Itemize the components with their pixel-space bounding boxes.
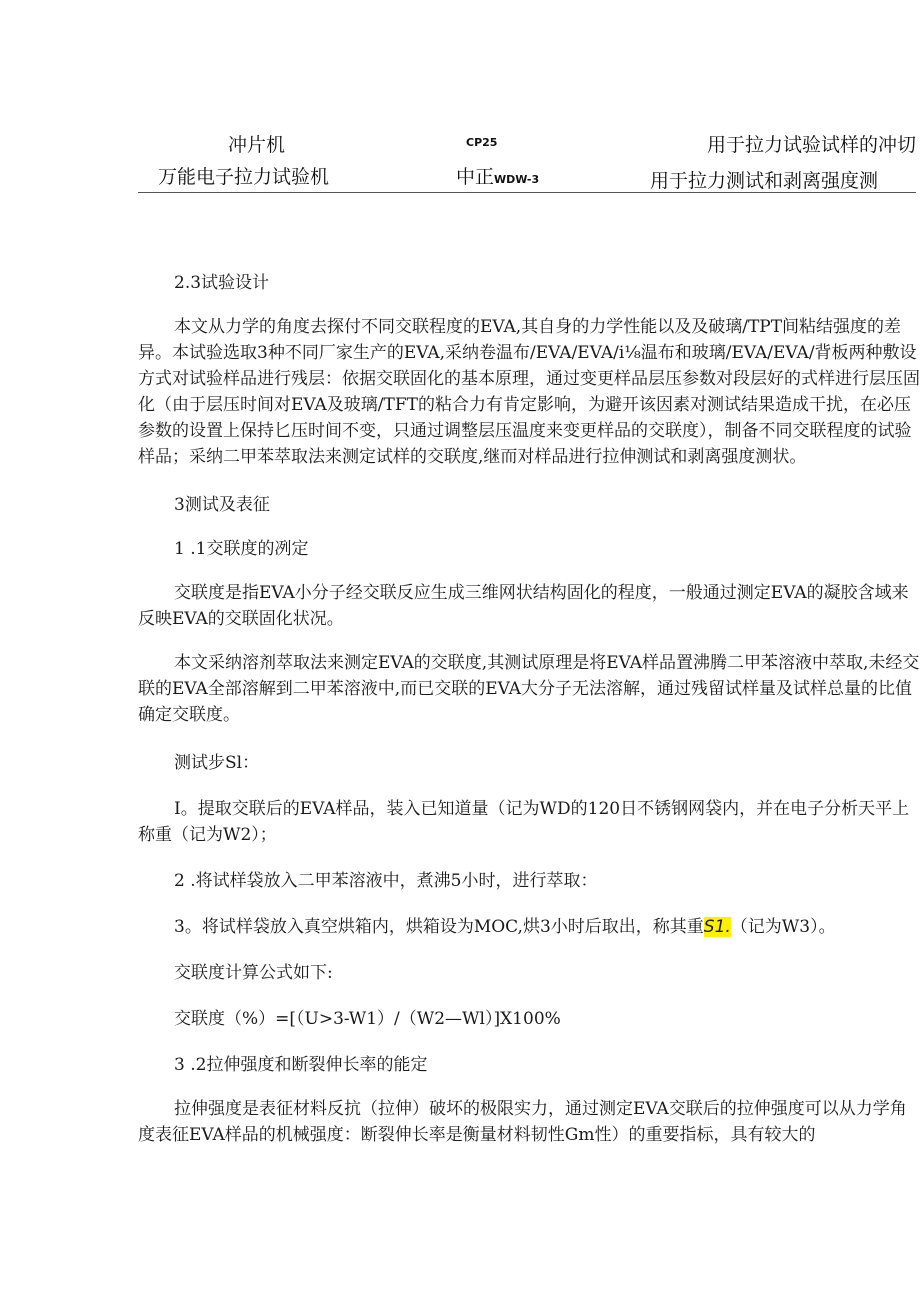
section-heading-3-1: 1 .1交联度的冽定 — [174, 539, 309, 559]
equipment-purpose: 用于拉力测试和剥离强度测 — [649, 170, 878, 192]
section-heading-3: 3测试及表征 — [174, 495, 270, 515]
document-body — [138, 270, 920, 1148]
steps-heading: 测试步Sl： — [174, 753, 260, 773]
equipment-purpose: 用于拉力试验试样的冲切 — [706, 134, 916, 156]
step-2: 2 .将试样袋放入二甲苯溶液中，煮沸5小时，进行萃取： — [174, 871, 598, 891]
formula: 交联度（%）=[（U>3-W1）/（W2—Wl）]X100% — [174, 1009, 561, 1029]
equipment-row-tensile — [138, 162, 916, 192]
paragraph-tensile-strength: 拉伸强度是表征材料反抗（拉伸）破坏的极限实力，通过测定EVA交联后的拉伸强度可以从力学角度表征EVA样品的机械强度：断裂伸长率是衡量材料韧性Gm性）的重要指标，具有较大的 — [138, 1099, 907, 1145]
formula-heading: 交联度计算公式如下: — [174, 963, 333, 983]
paragraph-extraction-method: 本文采纳溶剂萃取法来测定EVA的交联度,其测试原理是将EVA样品置沸腾二甲苯溶液中萃取,未经交联的EVA全部溶解到二甲苯溶液中,而已交联的EVA大分子无法溶解，通过残留试样量及试样总量的比值确定交联度。 — [138, 653, 920, 725]
highlighted-text: S1. — [703, 917, 731, 937]
section-heading-2-3: 2.3试验设计 — [174, 273, 270, 293]
paragraph-test-design: 本文从力学的角度去探付不同交联程度的EVA,其自身的力学性能以及及破璃/TPT间粘结强度的差异。本试验选取3种不同厂家生产的EVA,采纳卷温布/EVA/EVA/i⅛温布和玻璃/EVA/EVA/背板两种敷设方式对试验样品进行残层：依据交联固化的基本原理，通过变更样品层压参数对段层好的式样进行层压固化（由于层压时间对EVA及玻璃/TFT的粘合力有肯定影响，为避开该因素对测试结果造成干扰，在必压参数的设置上保持匕压时间不变，只通过调整层压温度来变更样品的交联度），制备不同交联程度的试验样品；采纳二甲苯萃取法来测定试样的交联度,继而对样品进行拉伸测试和剥离强度测状。 — [138, 317, 920, 467]
equipment-model: 中正WDW-3 — [456, 166, 540, 188]
section-heading-3-2: 3 .2拉伸强度和断裂伸长率的能定 — [174, 1055, 428, 1075]
equipment-row-punch — [138, 130, 916, 160]
equipment-model: CP25 — [466, 136, 498, 149]
equipment-name: 万能电子拉力试验机 — [158, 166, 330, 188]
table-bottom-rule — [138, 192, 916, 193]
paragraph-crosslink-definition: 交联度是指EVA小分子经交联反应生成三维网状结构固化的程度，一般通过测定EVA的凝胶含域来反映EVA的交联固化状况。 — [138, 583, 909, 629]
step-1: I。提取交联后的EVA样品，装入已知道量（记为WD的120日不锈钢网袋内，并在电子分析天平上称重（记为W2）； — [138, 799, 910, 845]
step-3: 3。将试样袋放入真空烘箱内，烘箱设为MOC,烘3小时后取出，称其重S1.（记为W3）。 — [174, 917, 836, 937]
equipment-name: 冲片机 — [228, 134, 286, 156]
